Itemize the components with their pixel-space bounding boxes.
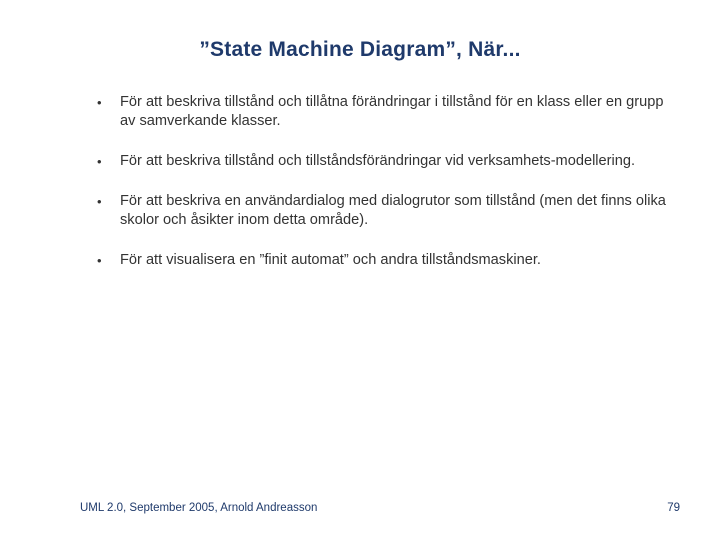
bullet-item xyxy=(92,152,682,171)
bullet-text: För att beskriva en användardialog med dialogrutor som tillstånd (men det finns olika skolor och åsikter inom detta område). xyxy=(120,193,666,228)
footer-source: UML 2.0, September 2005, Arnold Andreasson xyxy=(80,502,318,514)
bullet-text: För att visualisera en ”finit automat” och andra tillståndsmaskiner. xyxy=(120,252,541,268)
bullet-list xyxy=(92,93,682,291)
bullet-marker: • xyxy=(97,154,102,169)
bullet-item xyxy=(92,251,682,270)
bullet-text: För att beskriva tillstånd och tillståndsförändringar vid verksamhets-modellering. xyxy=(120,153,636,169)
page-number: 79 xyxy=(667,502,680,514)
bullet-item xyxy=(92,192,682,230)
bullet-text: För att beskriva tillstånd och tillåtna förändringar i tillstånd för en klass eller en grupp av samverkande klasser. xyxy=(120,94,664,129)
bullet-marker: • xyxy=(97,95,102,110)
bullet-item xyxy=(92,93,682,131)
bullet-marker: • xyxy=(97,194,102,209)
bullet-marker: • xyxy=(97,253,102,268)
slide-title: ”State Machine Diagram”, När... xyxy=(199,38,521,61)
